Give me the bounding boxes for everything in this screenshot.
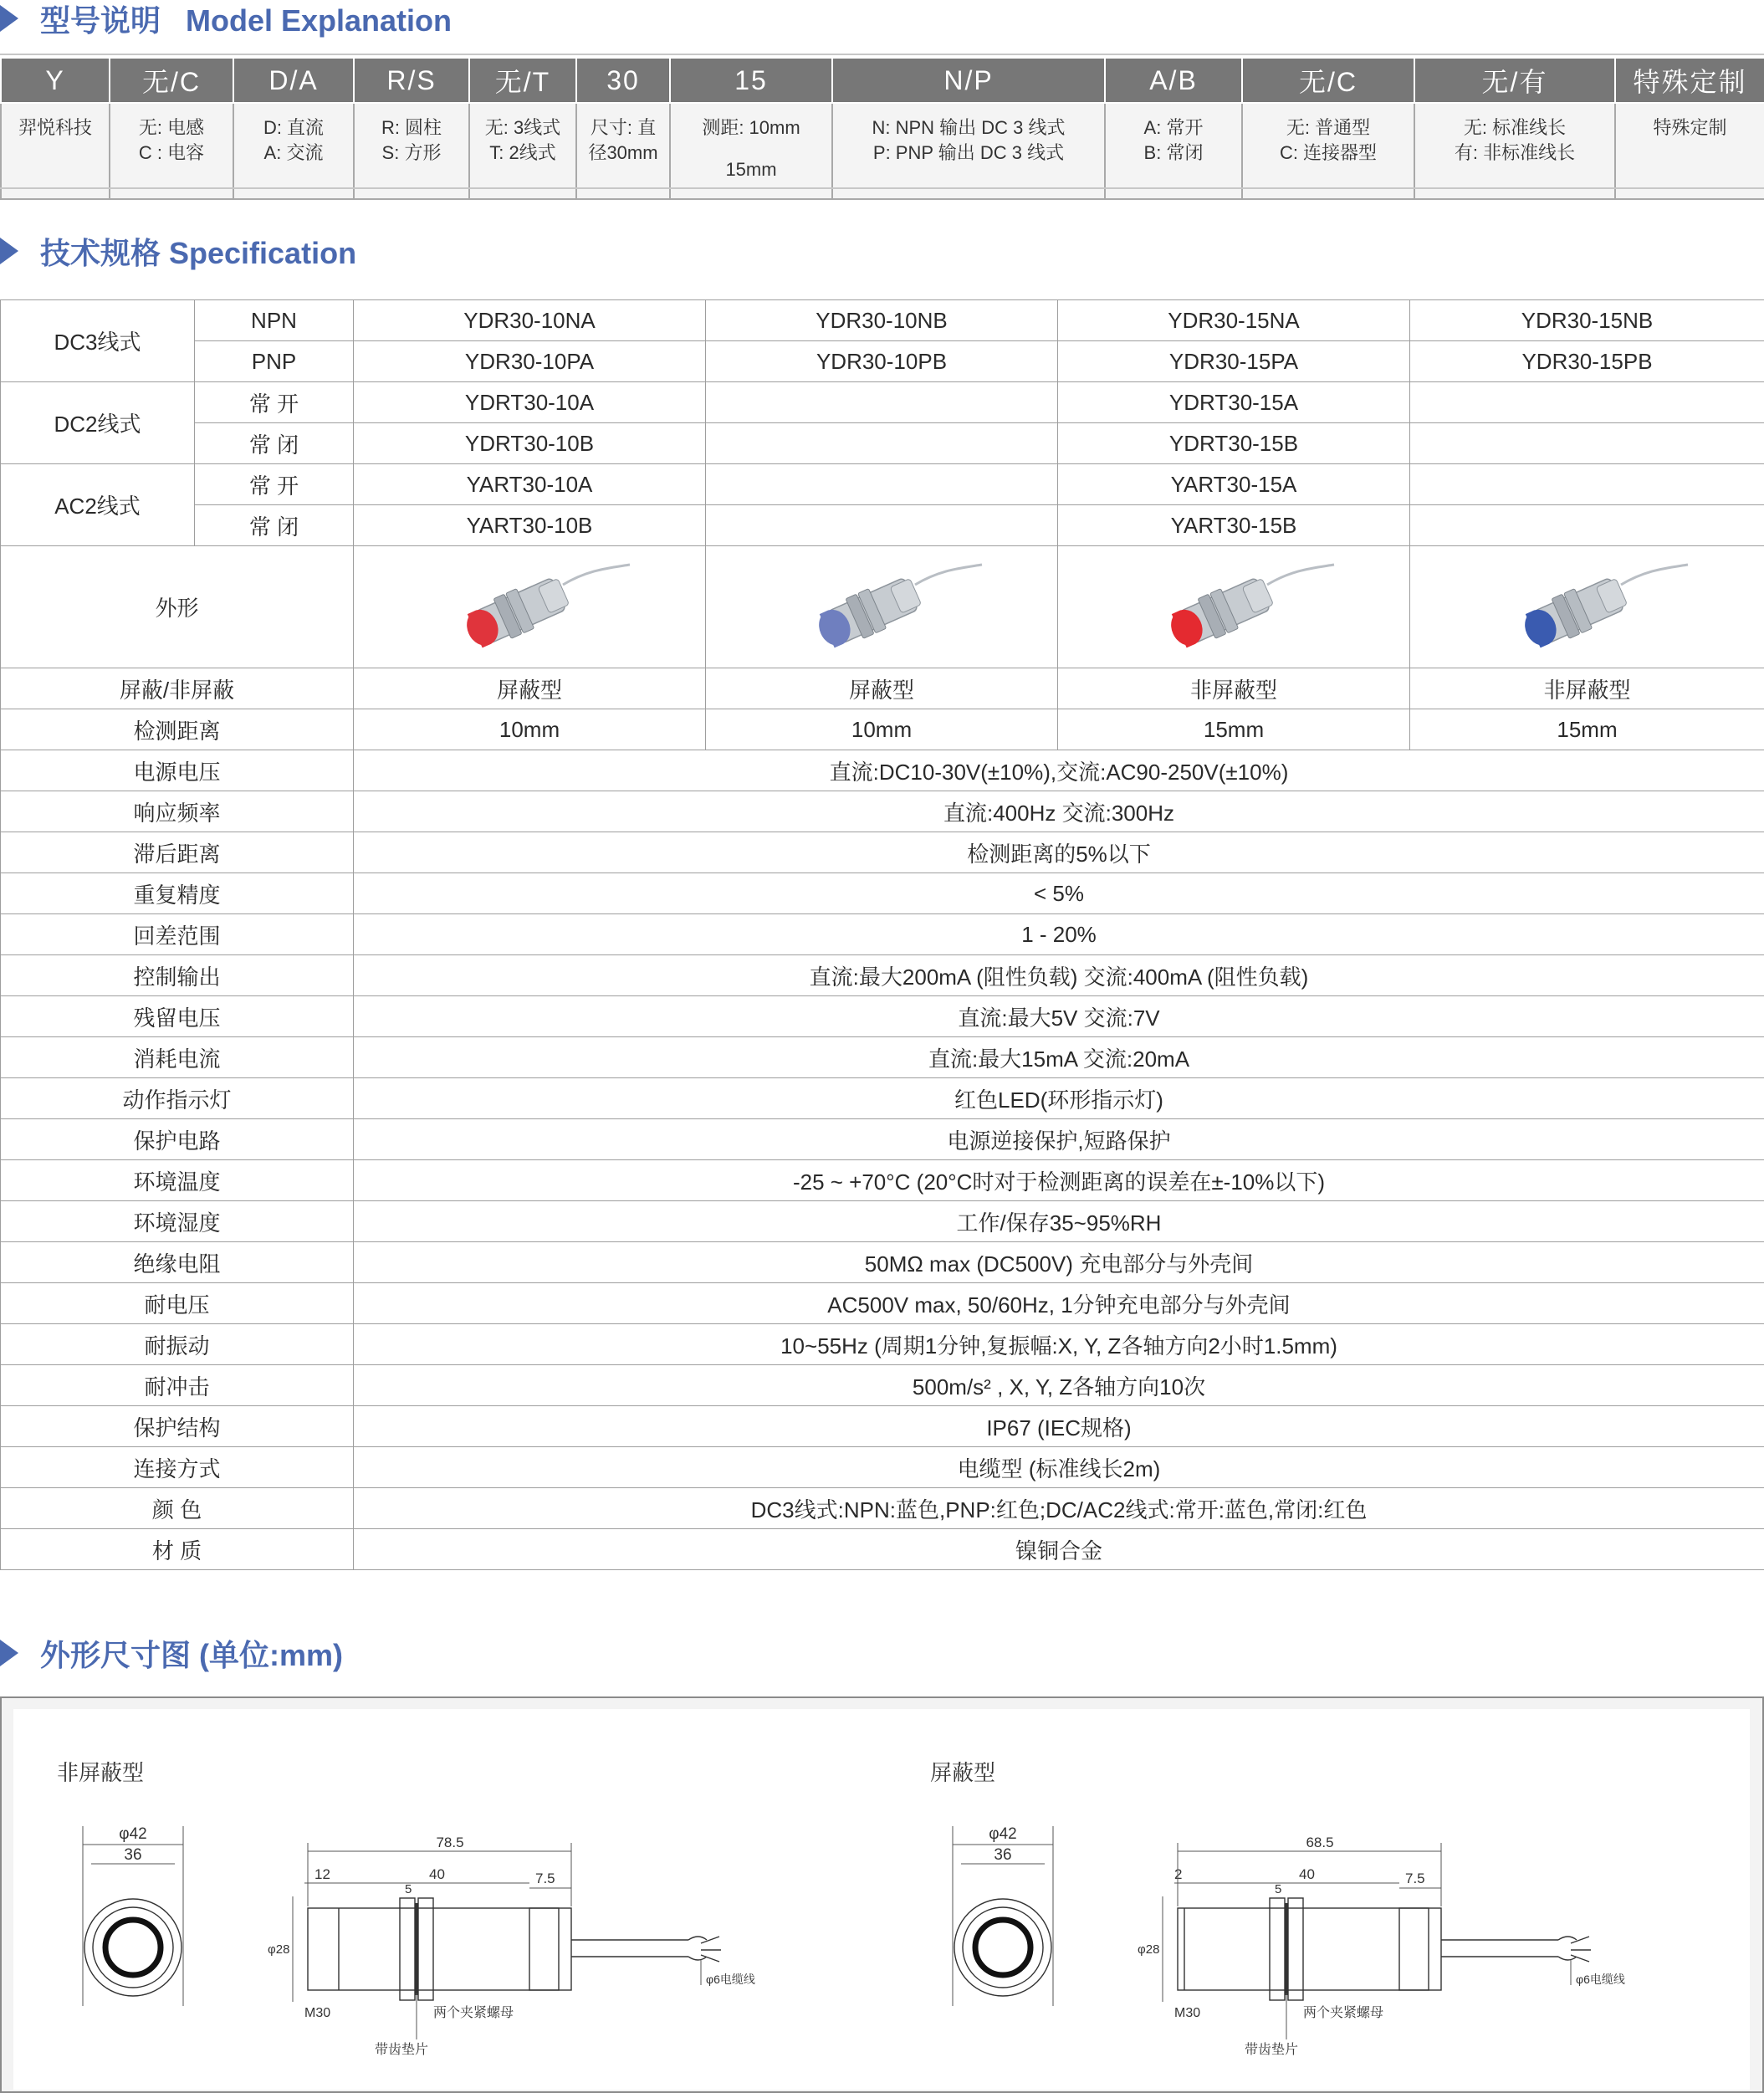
row-value: 屏蔽型 (706, 668, 1058, 709)
model-desc-line: C: 连接器型 (1243, 141, 1414, 166)
spec-model-row (1, 423, 1764, 464)
spec-param-row (1, 1529, 1764, 1570)
model-header-cell: 无/有 (1414, 59, 1615, 103)
param-name: 环境温度 (1, 1160, 354, 1201)
length-label: 68.5 (1306, 1835, 1333, 1850)
param-value: 直流:400Hz 交流:300Hz (354, 791, 1764, 832)
param-name: 耐电压 (1, 1283, 354, 1324)
wiring-type-cell: DC3线式 (1, 300, 195, 382)
model-desc-cell (1414, 103, 1615, 199)
model-number-cell: YDR30-15NA (1058, 300, 1410, 341)
param-value: 红色LED(环形指示灯) (354, 1078, 1764, 1119)
model-desc-cell (1105, 103, 1242, 199)
section-arrow-icon (0, 5, 18, 32)
model-number-cell: YDR30-15NB (1410, 300, 1764, 341)
clamping-nut (1270, 1898, 1285, 2000)
param-value: 10~55Hz (周期1分钟,复振幅:X, Y, Z各轴方向2小时1.5mm) (354, 1324, 1764, 1365)
model-desc-line: T: 2线式 (470, 141, 575, 166)
cable-wires (688, 1937, 721, 1962)
model-number-cell: YDRT30-15B (1058, 423, 1410, 464)
param-value: AC500V max, 50/60Hz, 1分钟充电部分与外壳间 (354, 1283, 1764, 1324)
front-length-label: 2 (1174, 1866, 1182, 1882)
drawing-title-unshielded: 非屏蔽型 (57, 1756, 144, 1787)
clamping-nuts-label: 两个夹紧螺母 (433, 2005, 514, 2020)
model-desc-line: S: 方形 (355, 141, 468, 166)
output-type-cell: NPN (195, 300, 354, 341)
spec-param-row (1, 1119, 1764, 1160)
model-desc-line: A: 交流 (234, 141, 353, 166)
model-header-cell: R/S (354, 59, 469, 103)
model-desc-line: R: 圆柱 (355, 115, 468, 141)
param-name: 电源电压 (1, 750, 354, 791)
spec-param-row (1, 1324, 1764, 1365)
cable-label: φ6电缆线 (1576, 1973, 1625, 1986)
row-value: 屏蔽型 (354, 668, 706, 709)
model-number-cell (706, 505, 1058, 546)
param-name: 颜 色 (1, 1488, 354, 1529)
spec-param-row (1, 1201, 1764, 1242)
param-value: IP67 (IEC规格) (354, 1406, 1764, 1447)
model-number-cell: YDR30-15PB (1410, 341, 1764, 382)
model-number-cell (1410, 464, 1764, 505)
proximity-sensor-image (1125, 553, 1342, 662)
model-desc-line: 15mm (671, 157, 831, 182)
model-number-cell (1410, 505, 1764, 546)
model-number-cell: YDR30-10NB (706, 300, 1058, 341)
model-header-cell: 30 (576, 59, 670, 103)
end-view-face-ring (105, 1920, 161, 1975)
param-name: 动作指示灯 (1, 1078, 354, 1119)
sensor-photo-cell (706, 546, 1058, 668)
param-value: 电源逆接保护,短路保护 (354, 1119, 1764, 1160)
param-value: 检测距离的5%以下 (354, 832, 1764, 873)
dimension-drawing-panel (0, 1696, 1764, 2093)
param-name: 保护电路 (1, 1119, 354, 1160)
row-value: 15mm (1410, 709, 1764, 750)
nut-width-label: 5 (1275, 1882, 1281, 1896)
spec-param-row (1, 1365, 1764, 1406)
thread-size-label: M30 (1174, 2006, 1200, 2020)
shield-row (1, 668, 1764, 709)
spec-model-row (1, 505, 1764, 546)
model-desc-line: 径30mm (577, 141, 669, 166)
model-desc-line: 羿悦科技 (2, 115, 109, 141)
param-name: 耐振动 (1, 1324, 354, 1365)
model-number-cell (706, 423, 1058, 464)
spec-param-row (1, 955, 1764, 996)
spec-param-row (1, 996, 1764, 1037)
model-number-cell (706, 464, 1058, 505)
model-desc-cell (832, 103, 1105, 199)
output-type-cell: 常 闭 (195, 423, 354, 464)
spec-param-row (1, 1037, 1764, 1078)
spec-param-row (1, 791, 1764, 832)
length-label: 78.5 (436, 1835, 463, 1850)
model-header-cell: 无/C (1242, 59, 1414, 103)
end-view-outer-circle (84, 1899, 182, 1996)
clamping-nut (418, 1898, 433, 2000)
washer-label: 带齿垫片 (1245, 2042, 1298, 2057)
spec-param-row (1, 1160, 1764, 1201)
param-value: < 5% (354, 873, 1764, 914)
specification-table (0, 299, 1764, 1570)
spec-param-row (1, 1242, 1764, 1283)
model-desc-line: 有: 非标准线长 (1415, 141, 1614, 166)
nut-width-label: 5 (405, 1882, 412, 1896)
model-header-cell: A/B (1105, 59, 1242, 103)
model-desc-cell (670, 103, 832, 199)
param-name: 绝缘电阻 (1, 1242, 354, 1283)
row-value: 15mm (1058, 709, 1410, 750)
param-value: 工作/保存35~95%RH (354, 1201, 1764, 1242)
spec-param-row (1, 873, 1764, 914)
param-name: 环境湿度 (1, 1201, 354, 1242)
param-value: 1 - 20% (354, 914, 1764, 955)
divider (0, 54, 1764, 55)
param-value: 直流:最大200mA (阻性负载) 交流:400mA (阻性负载) (354, 955, 1764, 996)
clamping-nut (1288, 1898, 1303, 2000)
model-header-cell: 15 (670, 59, 832, 103)
output-type-cell: 常 闭 (195, 505, 354, 546)
spec-param-row (1, 1447, 1764, 1488)
param-name: 滞后距离 (1, 832, 354, 873)
model-desc-cell (1242, 103, 1414, 199)
front-length-label: 12 (314, 1866, 330, 1882)
section-dimension-title: 外形尺寸图 (单位:mm) (0, 1635, 343, 1671)
spec-param-row (1, 1078, 1764, 1119)
outer-diameter-label: φ42 (989, 1825, 1016, 1843)
sensor-photo-cell (1058, 546, 1410, 668)
row-label: 检测距离 (1, 709, 354, 750)
model-desc-line: D: 直流 (234, 115, 353, 141)
model-number-cell (706, 382, 1058, 423)
model-number-cell: YDRT30-10A (354, 382, 706, 423)
outer-diameter-label: φ42 (119, 1825, 146, 1843)
spec-model-row (1, 464, 1764, 505)
spec-param-row (1, 1406, 1764, 1447)
body-diameter-label: φ28 (1138, 1942, 1159, 1957)
model-desc-line: B: 常闭 (1106, 141, 1241, 166)
param-name: 连接方式 (1, 1447, 354, 1488)
param-name: 消耗电流 (1, 1037, 354, 1078)
thread-length-label: 40 (429, 1866, 445, 1882)
body-diameter-label: φ28 (268, 1942, 289, 1957)
wiring-type-cell: AC2线式 (1, 464, 195, 546)
model-desc-line: 无: 普通型 (1243, 115, 1414, 141)
model-desc-cell (354, 103, 469, 199)
row-value: 10mm (706, 709, 1058, 750)
param-name: 响应频率 (1, 791, 354, 832)
spec-model-row (1, 341, 1764, 382)
proximity-sensor-image (773, 553, 990, 662)
tail-cap (1399, 1908, 1441, 1990)
proximity-sensor-image (421, 553, 638, 662)
model-desc-cell (1, 103, 110, 199)
model-header-cell: Y (1, 59, 110, 103)
inner-diameter-label: 36 (994, 1846, 1011, 1864)
output-type-cell: 常 开 (195, 464, 354, 505)
sensor-photo-cell (1410, 546, 1764, 668)
param-value: DC3线式:NPN:蓝色,PNP:红色;DC/AC2线式:常开:蓝色,常闭:红色 (354, 1488, 1764, 1529)
end-view-outer-circle (954, 1899, 1051, 1996)
appearance-row (1, 546, 1764, 668)
tail-length-label: 7.5 (535, 1870, 555, 1886)
cable-label: φ6电缆线 (706, 1973, 755, 1986)
end-view-face-ring (975, 1920, 1030, 1975)
tail-cap (529, 1908, 571, 1990)
toothed-washer (1285, 1903, 1288, 1995)
param-name: 重复精度 (1, 873, 354, 914)
model-desc-cell (233, 103, 354, 199)
row-label: 外形 (1, 546, 354, 668)
param-value: -25 ~ +70°C (20°C时对于检测距离的误差在±-10%以下) (354, 1160, 1764, 1201)
section-model-explanation-title: 型号说明 Model Explanation (0, 0, 452, 37)
spec-model-row (1, 300, 1764, 341)
model-header-cell: 无/C (110, 59, 233, 103)
param-name: 控制输出 (1, 955, 354, 996)
spec-param-row (1, 1283, 1764, 1324)
model-number-cell: YDR30-10PA (354, 341, 706, 382)
row-value: 非屏蔽型 (1410, 668, 1764, 709)
param-value: 镍铜合金 (354, 1529, 1764, 1570)
washer-label: 带齿垫片 (375, 2042, 428, 2057)
model-desc-line: C : 电容 (110, 141, 233, 166)
model-number-cell: YDRT30-15A (1058, 382, 1410, 423)
model-desc-line: 无: 电感 (110, 115, 233, 141)
clamping-nuts-label: 两个夹紧螺母 (1303, 2005, 1383, 2020)
model-desc-line: A: 常开 (1106, 115, 1241, 141)
param-value: 电缆型 (标准线长2m) (354, 1447, 1764, 1488)
proximity-sensor-image (1479, 553, 1696, 662)
param-value: 直流:DC10-30V(±10%),交流:AC90-250V(±10%) (354, 750, 1764, 791)
spec-param-row (1, 914, 1764, 955)
output-type-cell: 常 开 (195, 382, 354, 423)
section-arrow-icon (0, 238, 18, 264)
model-desc-cell (110, 103, 233, 199)
model-desc-line: 特殊定制 (1616, 115, 1764, 141)
section-specification-title: 技术规格 Specification (0, 233, 356, 269)
model-explanation-table (0, 59, 1764, 200)
model-number-cell: YDR30-10NA (354, 300, 706, 341)
param-name: 保护结构 (1, 1406, 354, 1447)
row-value: 10mm (354, 709, 706, 750)
model-header-cell: N/P (832, 59, 1105, 103)
model-header-cell: 无/T (469, 59, 576, 103)
model-desc-cell (469, 103, 576, 199)
model-desc-cell (1615, 103, 1764, 199)
model-number-cell: YDRT30-10B (354, 423, 706, 464)
spec-param-row (1, 1488, 1764, 1529)
section-arrow-icon (0, 1640, 18, 1666)
model-desc-line: 测距: 10mm (671, 115, 831, 141)
clamping-nut (400, 1898, 415, 2000)
tail-length-label: 7.5 (1405, 1870, 1425, 1886)
model-header-cell: 特殊定制 (1615, 59, 1764, 103)
model-desc-line: 无: 3线式 (470, 115, 575, 141)
output-type-cell: PNP (195, 341, 354, 382)
param-value: 直流:最大15mA 交流:20mA (354, 1037, 1764, 1078)
drawing-title-shielded: 屏蔽型 (930, 1756, 995, 1787)
param-name: 残留电压 (1, 996, 354, 1037)
row-value: 非屏蔽型 (1058, 668, 1410, 709)
wiring-type-cell: DC2线式 (1, 382, 195, 464)
model-desc-line: 尺寸: 直 (577, 115, 669, 141)
model-number-cell: YART30-15B (1058, 505, 1410, 546)
divider (0, 187, 1764, 189)
model-desc-line: N: NPN 输出 DC 3 线式 (833, 115, 1104, 141)
param-value: 50MΩ max (DC500V) 充电部分与外壳间 (354, 1242, 1764, 1283)
spec-param-row (1, 832, 1764, 873)
model-header-cell: D/A (233, 59, 354, 103)
dimension-drawings (13, 1709, 1750, 2090)
spec-model-row (1, 382, 1764, 423)
row-label: 屏蔽/非屏蔽 (1, 668, 354, 709)
model-number-cell: YART30-15A (1058, 464, 1410, 505)
model-number-cell: YART30-10A (354, 464, 706, 505)
param-name: 材 质 (1, 1529, 354, 1570)
thread-size-label: M30 (304, 2006, 330, 2020)
model-desc-line: P: PNP 输出 DC 3 线式 (833, 141, 1104, 166)
model-number-cell: YART30-10B (354, 505, 706, 546)
inner-diameter-label: 36 (124, 1846, 141, 1864)
model-number-cell: YDR30-15PA (1058, 341, 1410, 382)
model-desc-cell (576, 103, 670, 199)
param-value: 500m/s² , X, Y, Z各轴方向10次 (354, 1365, 1764, 1406)
model-number-cell (1410, 423, 1764, 464)
param-name: 耐冲击 (1, 1365, 354, 1406)
toothed-washer (415, 1903, 418, 1995)
cable-wires (1558, 1937, 1591, 1962)
spec-param-row (1, 750, 1764, 791)
thread-length-label: 40 (1299, 1866, 1315, 1882)
param-name: 回差范围 (1, 914, 354, 955)
model-desc-line: 无: 标准线长 (1415, 115, 1614, 141)
distance-row (1, 709, 1764, 750)
param-value: 直流:最大5V 交流:7V (354, 996, 1764, 1037)
model-number-cell: YDR30-10PB (706, 341, 1058, 382)
sensor-photo-cell (354, 546, 706, 668)
model-number-cell (1410, 382, 1764, 423)
